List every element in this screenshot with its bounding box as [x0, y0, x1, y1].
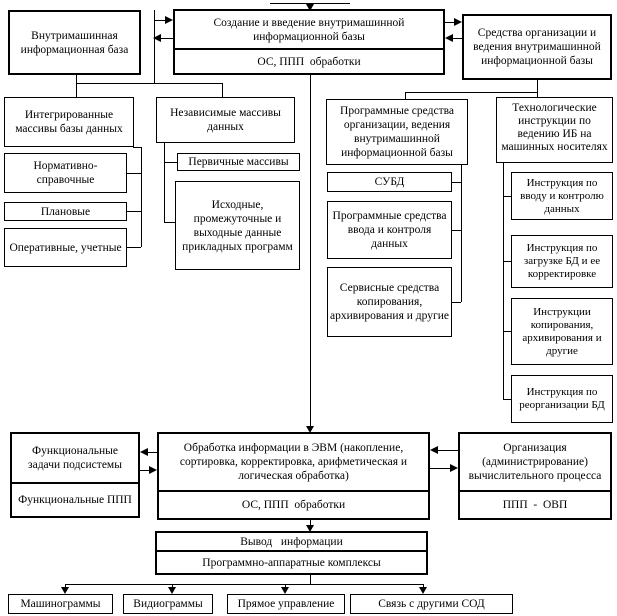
- arrowhead-into-processing-right: [430, 446, 438, 454]
- connector-normative-stub: [127, 173, 141, 174]
- connector-independent-drop: [222, 83, 223, 97]
- node-operational: [4, 228, 127, 267]
- arrowhead-into-creation-right: [445, 34, 453, 42]
- connector-leaf-distribution: [65, 584, 424, 585]
- node-service-tools: [327, 267, 452, 337]
- connector-service-stub: [452, 302, 461, 303]
- node-machinograms: [8, 594, 113, 614]
- node-functional-title: [12, 434, 138, 482]
- connector-appdata-stub: [164, 222, 175, 223]
- node-output: [155, 531, 428, 575]
- node-dbms: [327, 172, 452, 192]
- node-operational-label: Оперативные, учетные: [9, 241, 122, 254]
- node-input-control-tools-label: Программные средства ввода и контроля данных: [332, 210, 447, 250]
- node-input-control-tools: [327, 201, 452, 259]
- node-inmachine-info-base-label: Внутримашинная информационная база: [20, 29, 129, 56]
- connector-dbms-stub: [452, 182, 461, 183]
- arrowhead-into-output: [306, 525, 314, 532]
- arrowhead-into-creation-left: [165, 16, 173, 24]
- node-videograms: [123, 594, 213, 614]
- connector-creation-to-base: [160, 38, 173, 39]
- arrowhead-into-processing-top: [306, 426, 314, 433]
- node-app-program-data-label: Исходные, промежуточные и выходные данные прикладных программ: [182, 198, 293, 253]
- connector-base-drop: [76, 75, 77, 98]
- connector-software-drop: [405, 92, 406, 99]
- connector-planned-stub: [127, 211, 141, 212]
- node-inmachine-info-base: [8, 10, 141, 75]
- node-machinograms-label: Машинограммы: [20, 598, 101, 610]
- node-input-instruction-label: Инструкция по вводу и контролю данных: [520, 176, 604, 215]
- node-functional-sub: [12, 482, 138, 516]
- node-processing-sub-label: ОС, ППП обработки: [241, 499, 346, 511]
- node-normative-label: Нормативно-справочные: [33, 160, 98, 186]
- connector-output-drop: [310, 575, 311, 584]
- connector-instr-load-stub: [503, 261, 511, 262]
- node-creation-title-label: Создание и введение внутримашинной информационной базы: [213, 16, 405, 43]
- node-copy-instructions-label: Инструкции копирования, архивирования и другие: [522, 305, 602, 357]
- node-direct-control-label: Прямое управление: [237, 598, 335, 610]
- node-software-tools: [326, 99, 468, 165]
- node-tech-instructions-label: Технологические инструкции по ведению ИБ на машинных носителях: [501, 102, 608, 153]
- node-videograms-label: Видиограммы: [133, 598, 203, 610]
- node-tech-instructions: [496, 97, 613, 163]
- node-primary-arrays: [177, 153, 300, 171]
- arrowhead-into-creation-top: [306, 4, 314, 11]
- node-load-instruction-label: Инструкция по загрузке БД и ее корректировке: [523, 242, 601, 280]
- arrowhead-into-videograms: [168, 587, 176, 594]
- node-integrated-arrays-label: Интегрированные массивы базы данных: [15, 109, 123, 135]
- node-functional-sub-label: Функциональные ППП: [18, 494, 132, 506]
- connector-tech-drop: [537, 92, 538, 97]
- connector-processing-to-organization: [430, 468, 451, 469]
- node-primary-arrays-label: Первичные массивы: [188, 156, 289, 168]
- node-output-title-label: Вывод информации: [240, 535, 343, 548]
- node-independent-arrays: [156, 97, 295, 143]
- arrowhead-into-direct: [281, 587, 289, 594]
- connector-instr-copy-stub: [503, 331, 511, 332]
- connector-base-branch: [76, 83, 222, 84]
- node-output-title: [157, 533, 426, 550]
- connector-organization-to-processing: [437, 450, 458, 451]
- node-reorg-instruction: [511, 375, 613, 423]
- node-input-instruction: [511, 172, 613, 220]
- connector-col2-spine: [164, 143, 165, 222]
- arrowhead-into-means: [454, 18, 462, 26]
- arrowhead-into-functional: [140, 448, 148, 456]
- node-creation-sub-label: ОС, ППП обработки: [257, 55, 361, 68]
- node-output-sub-label: Программно-аппаратные комплексы: [202, 556, 381, 569]
- connector-operational-stub: [127, 247, 141, 248]
- node-org-means: [462, 14, 612, 80]
- node-integrated-arrays: [4, 97, 134, 147]
- node-reorg-instruction-label: Инструкция по реорганизации БД: [519, 386, 605, 411]
- node-planned-label: Плановые: [40, 205, 91, 218]
- connector-means-to-creation: [452, 38, 462, 39]
- node-other-sod-link-label: Связь с другими СОД: [378, 598, 485, 610]
- node-app-program-data: [175, 181, 300, 270]
- arrowhead-into-processing-left: [149, 466, 157, 474]
- node-org-admin-title: [460, 434, 610, 490]
- node-processing-title-label: Обработка информации в ЭВМ (накопление, сортировка, корректировка, арифметическая и логическая обработка): [179, 442, 408, 482]
- node-org-admin: [458, 432, 612, 520]
- connector-instr-reorg-stub: [503, 399, 511, 400]
- node-other-sod-link: [350, 594, 513, 614]
- node-org-admin-sub: [460, 490, 610, 518]
- connector-creation-to-processing: [310, 75, 311, 427]
- arrowhead-into-othersod: [419, 587, 427, 594]
- arrowhead-into-organization: [450, 464, 458, 472]
- node-creation-title: [175, 11, 443, 48]
- node-software-tools-label: Программные средства организации, ведения внутримашинной информационной базы: [340, 105, 454, 159]
- node-functional-tasks: [10, 432, 140, 518]
- connector-col1-spine: [141, 147, 142, 247]
- node-processing-sub: [159, 490, 428, 518]
- connector-col3-spine: [461, 165, 462, 302]
- connector-means-branch: [405, 92, 538, 93]
- node-org-admin-title-label: Организация (администрирование) вычислительного процесса: [468, 442, 602, 482]
- connector-inputcontrol-stub: [452, 230, 461, 231]
- connector-primary-stub: [164, 162, 177, 163]
- connector-processing-to-functional: [147, 452, 157, 453]
- node-copy-instructions: [511, 298, 613, 365]
- arrowhead-into-base: [153, 34, 161, 42]
- node-planned: [4, 202, 127, 221]
- node-direct-control: [227, 594, 345, 614]
- node-load-instruction: [511, 235, 613, 288]
- connector-col4-spine: [503, 163, 504, 399]
- node-processing-title: [159, 434, 428, 490]
- connector-instr-input-stub: [503, 196, 511, 197]
- node-output-sub: [157, 550, 426, 573]
- arrowhead-into-machinograms: [61, 587, 69, 594]
- node-functional-title-label: Функциональные задачи подсистемы: [28, 445, 122, 471]
- node-service-tools-label: Сервисные средства копирования, архивирования и другие: [330, 282, 449, 322]
- node-creation-sub: [175, 48, 443, 73]
- connector-means-drop: [537, 80, 538, 92]
- node-org-means-label: Средства организации и ведения внутримашинной информационной базы: [473, 27, 601, 67]
- node-processing: [157, 432, 430, 520]
- node-org-admin-sub-label: ППП - ОВП: [502, 499, 568, 511]
- node-dbms-label: СУБД: [374, 176, 405, 188]
- node-normative: [4, 153, 127, 193]
- node-creation-maintenance: [173, 9, 445, 75]
- node-independent-arrays-label: Независимые массивы данных: [170, 107, 281, 133]
